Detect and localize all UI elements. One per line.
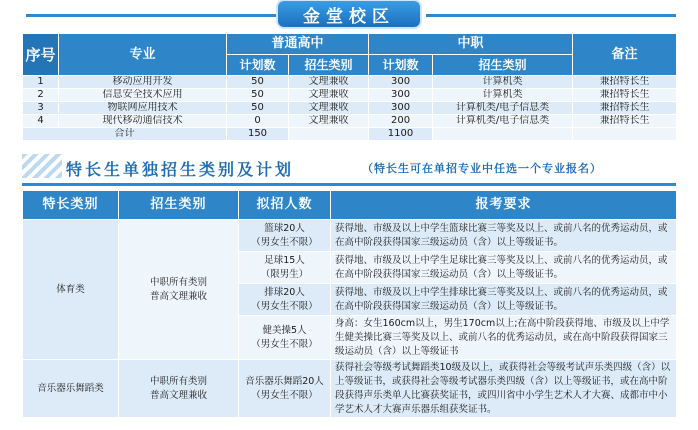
total-empty-cell: [573, 128, 677, 141]
total-empty-cell: [289, 128, 369, 141]
header-hs-plan: 计划数: [227, 55, 289, 76]
cell-v-category: 计算机类: [433, 89, 573, 102]
table-row: [23, 76, 677, 89]
cell-note: 兼招特长生: [573, 102, 677, 115]
section-divider: [22, 183, 676, 186]
cell-v-category: 计算机类/电子信息类: [433, 115, 573, 128]
banner-divider-left: [26, 14, 276, 17]
table-row: [23, 115, 677, 128]
cell-no: 3: [23, 102, 59, 115]
cell-note: 兼招特长生: [573, 76, 677, 89]
cell-enroll-category: 中职所有类别 普高文理兼收: [119, 220, 239, 360]
campus-title: 金堂校区: [278, 1, 420, 27]
section-decoration: [22, 154, 62, 178]
cell-v-plan: 300: [369, 89, 433, 102]
cell-hs-category: 文理兼收: [289, 115, 369, 128]
cell-no: 4: [23, 115, 59, 128]
header-enroll-category: 招生类别: [119, 191, 239, 220]
header-v-category: 招生类别: [433, 55, 573, 76]
total-hs-plan: 150: [227, 128, 289, 141]
cell-hs-category: 文理兼收: [289, 76, 369, 89]
header-specialty-type: 特长类别: [23, 191, 119, 220]
header-v-plan: 计划数: [369, 55, 433, 76]
header-remarks: 备注: [573, 34, 677, 76]
header-hs-category: 招生类别: [289, 55, 369, 76]
total-label: 合计: [23, 128, 227, 141]
specialty-plan-table: [22, 190, 677, 418]
cell-major: 现代移动通信技术: [59, 115, 227, 128]
cell-requirement: 获得社会等级考试舞蹈类10级及以上，或获得社会等级考试声乐类四级（含）以上等级证书，或获得社会等级考试器乐类四级（含）以上等级证书，或在高中阶段获得声乐类单人比赛获奖证书，或四川省中小学生艺术人才大赛、成都市中小学艺术人才大赛声乐器乐组获奖证书。: [331, 360, 677, 418]
cell-major: 移动应用开发: [59, 76, 227, 89]
cell-quota: 健美操5人 （男女生不限）: [239, 316, 331, 360]
cell-requirement: 获得地、市级及以上中学生排球比赛三等奖及以上、或前八名的优秀运动员，或在高中阶段获得国家三级运动员（含）以上等级证书。: [331, 284, 677, 316]
banner-divider-right: [426, 14, 676, 17]
table-row: [23, 89, 677, 102]
cell-requirement: 获得地、市级及以上中学生篮球比赛三等奖及以上、或前八名的优秀运动员，或在高中阶段获得国家三级运动员（含）以上等级证书。: [331, 220, 677, 252]
header-quota: 拟招人数: [239, 191, 331, 220]
cell-hs-plan: 0: [227, 115, 289, 128]
cell-v-plan: 300: [369, 102, 433, 115]
section-title: 特长生单独招生类别及计划: [66, 160, 295, 179]
cell-specialty-music: 音乐器乐舞蹈类: [23, 360, 119, 418]
cell-quota: 音乐器乐舞蹈20人 （男女生不限）: [239, 360, 331, 418]
header-major: 专业: [59, 34, 227, 76]
cell-hs-category: 文理兼收: [289, 89, 369, 102]
header-requirements: 报考要求: [331, 191, 677, 220]
cell-hs-plan: 50: [227, 76, 289, 89]
table-row: [23, 220, 677, 252]
cell-hs-category: 文理兼收: [289, 102, 369, 115]
cell-hs-plan: 50: [227, 89, 289, 102]
table-row: [23, 102, 677, 115]
cell-v-category: 计算机类/电子信息类: [433, 102, 573, 115]
total-v-plan: 1100: [369, 128, 433, 141]
cell-requirement: 获得地、市级及以上中学生足球比赛三等奖及以上、或前八名的优秀运动员，或在高中阶段获得国家三级运动员（含）以上等级证书。: [331, 252, 677, 284]
major-plan-table: [22, 33, 677, 141]
cell-note: 兼招特长生: [573, 89, 677, 102]
cell-quota: 足球15人 （限男生）: [239, 252, 331, 284]
section-note: （特长生可在单招专业中任选一个专业报名）: [362, 162, 602, 175]
cell-v-category: 计算机类: [433, 76, 573, 89]
cell-major: 物联网应用技术: [59, 102, 227, 115]
campus-banner: [0, 0, 698, 30]
header-vocational: 中职: [369, 34, 573, 55]
cell-quota: 排球20人 （男女生不限）: [239, 284, 331, 316]
cell-hs-plan: 50: [227, 102, 289, 115]
cell-enroll-category: 中职所有类别 普高文理兼收: [119, 360, 239, 418]
header-seq: 序号: [23, 34, 59, 76]
cell-specialty-sports: 体育类: [23, 220, 119, 360]
table-row: [23, 360, 677, 418]
cell-no: 1: [23, 76, 59, 89]
cell-requirement: 身高：女生160cm以上，男生170cm以上;在高中阶段获得地、市级及以上中学生健美操比赛三等奖及以上、或前八名的优秀运动员，或在高中阶段获得国家三级运动员（含）以上等级证书: [331, 316, 677, 360]
cell-major: 信息安全技术应用: [59, 89, 227, 102]
cell-no: 2: [23, 89, 59, 102]
cell-quota: 篮球20人 （男女生不限）: [239, 220, 331, 252]
header-high-school: 普通高中: [227, 34, 369, 55]
cell-v-plan: 300: [369, 76, 433, 89]
total-empty-cell: [433, 128, 573, 141]
total-row: [23, 128, 677, 141]
cell-v-plan: 200: [369, 115, 433, 128]
cell-note: 兼招特长生: [573, 115, 677, 128]
